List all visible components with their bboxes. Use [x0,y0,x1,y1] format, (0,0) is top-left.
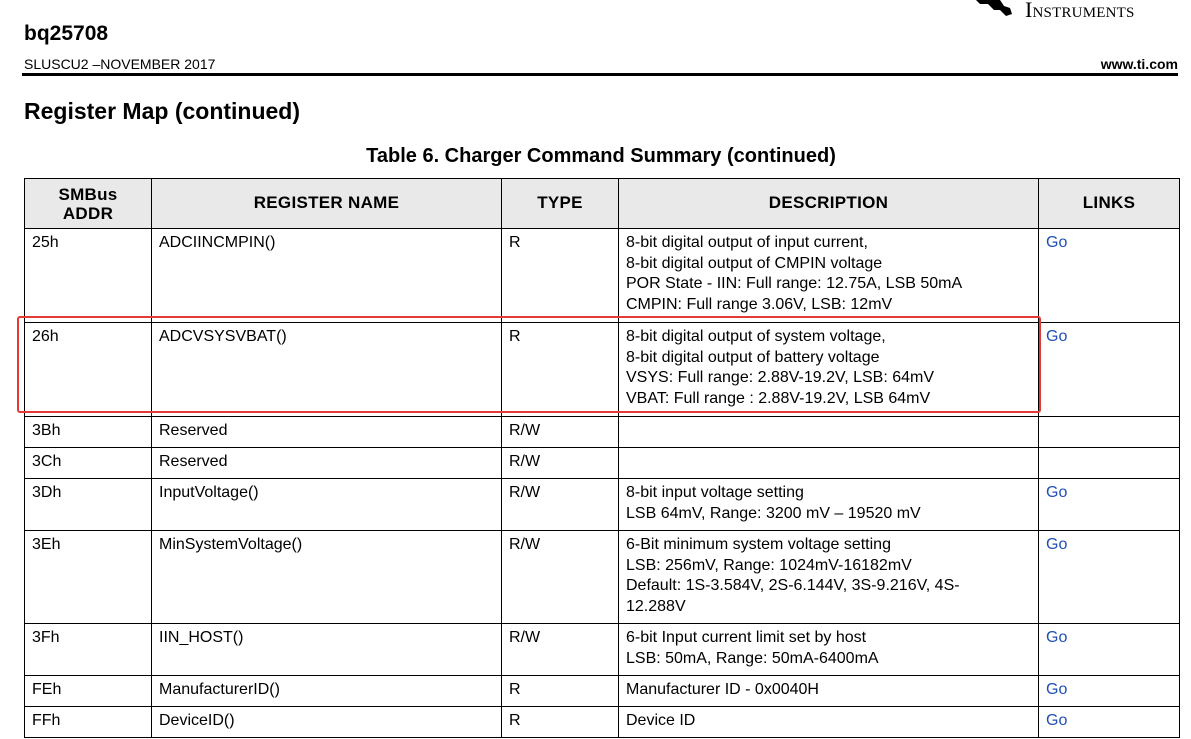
cell-links [1039,479,1180,531]
texas-state-logo-icon [970,0,1020,16]
column-header-register-name: REGISTER NAME [152,179,502,229]
table-row [25,417,1180,448]
cell-register-name: ManufacturerID() [152,676,502,707]
cell-addr: 3Dh [25,479,152,531]
cell-description [619,229,1039,323]
ti-logo [970,0,1180,26]
part-number: bq25708 [24,22,109,45]
cell-addr: 3Fh [25,624,152,676]
description-line: Device ID [626,712,696,729]
description-line: 8-bit input voltage setting [626,484,804,501]
go-link[interactable]: Go [1046,328,1068,345]
table-row [25,448,1180,479]
logo-text: Instruments [1025,0,1135,22]
cell-addr: FEh [25,676,152,707]
description-line: Manufacturer ID - 0x0040H [626,681,819,698]
description-line: 8-bit digital output of battery voltage [626,348,880,366]
table-row [25,676,1180,707]
cell-type: R [502,229,619,323]
document-id: SLUSCU2 –NOVEMBER 2017 [24,56,216,72]
cell-type: R [502,676,619,707]
cell-addr: FFh [25,707,152,738]
cell-register-name: ADCVSYSVBAT() [152,323,502,417]
description-line: 8-bit digital output of input current, [626,234,868,251]
description-line: CMPIN: Full range 3.06V, LSB: 12mV [626,295,893,313]
description-line: 12.288V [626,597,686,615]
cell-type: R/W [502,531,619,624]
go-link[interactable]: Go [1046,712,1068,729]
cell-description [619,624,1039,676]
cell-description [619,417,1039,448]
cell-description [619,676,1039,707]
cell-addr: 3Bh [25,417,152,448]
cell-register-name: Reserved [152,448,502,479]
command-summary-table [24,178,1180,738]
cell-register-name: MinSystemVoltage() [152,531,502,624]
cell-register-name: InputVoltage() [152,479,502,531]
column-header-description: DESCRIPTION [619,179,1039,229]
column-header-addr: SMBus ADDR [25,179,152,229]
table-header-row [25,179,1180,229]
table-row [25,531,1180,624]
cell-links [1039,624,1180,676]
cell-register-name: IIN_HOST() [152,624,502,676]
cell-type: R/W [502,479,619,531]
cell-addr: 25h [25,229,152,323]
go-link[interactable]: Go [1046,629,1068,646]
description-line: 6-bit Input current limit set by host [626,629,867,646]
table-title: Table 6. Charger Command Summary (continued) [366,145,836,167]
cell-links [1039,531,1180,624]
description-line: POR State - IIN: Full range: 12.75A, LSB 50mA [626,275,963,292]
cell-addr: 3Eh [25,531,152,624]
go-link[interactable]: Go [1046,484,1068,501]
cell-register-name: Reserved [152,417,502,448]
website-link[interactable]: www.ti.com [1100,56,1178,72]
column-header-links: LINKS [1039,179,1180,229]
description-line: LSB: 256mV, Range: 1024mV-16182mV [626,556,912,574]
go-link[interactable]: Go [1046,536,1068,553]
cell-links [1039,323,1180,417]
cell-description [619,448,1039,479]
header-rule [22,73,1178,76]
cell-links [1039,229,1180,323]
cell-links [1039,707,1180,738]
cell-type: R/W [502,417,619,448]
cell-type: R/W [502,448,619,479]
cell-description [619,707,1039,738]
table-row [25,323,1180,417]
cell-type: R [502,707,619,738]
table-row [25,624,1180,676]
description-line: VBAT: Full range : 2.88V-19.2V, LSB 64mV [626,389,931,407]
cell-register-name: DeviceID() [152,707,502,738]
description-line: VSYS: Full range: 2.88V-19.2V, LSB: 64mV [626,369,935,386]
cell-links [1039,417,1180,448]
cell-type: R [502,323,619,417]
cell-links [1039,448,1180,479]
table-row [25,229,1180,323]
go-link[interactable]: Go [1046,234,1068,251]
table-row [25,707,1180,738]
description-line: LSB: 50mA, Range: 50mA-6400mA [626,649,879,667]
cell-addr: 3Ch [25,448,152,479]
go-link[interactable]: Go [1046,681,1068,698]
description-line: 6-Bit minimum system voltage setting [626,536,891,553]
cell-register-name: ADCIINCMPIN() [152,229,502,323]
cell-type: R/W [502,624,619,676]
description-line: 8-bit digital output of system voltage, [626,328,886,345]
description-line: Default: 1S-3.584V, 2S-6.144V, 3S-9.216V, 4S- [626,577,960,594]
cell-description [619,479,1039,531]
cell-description [619,323,1039,417]
table-row [25,479,1180,531]
column-header-type: TYPE [502,179,619,229]
section-title: Register Map (continued) [24,98,301,124]
cell-addr: 26h [25,323,152,417]
cell-links [1039,676,1180,707]
description-line: 8-bit digital output of CMPIN voltage [626,254,883,272]
cell-description [619,531,1039,624]
description-line: LSB 64mV, Range: 3200 mV – 19520 mV [626,504,921,522]
